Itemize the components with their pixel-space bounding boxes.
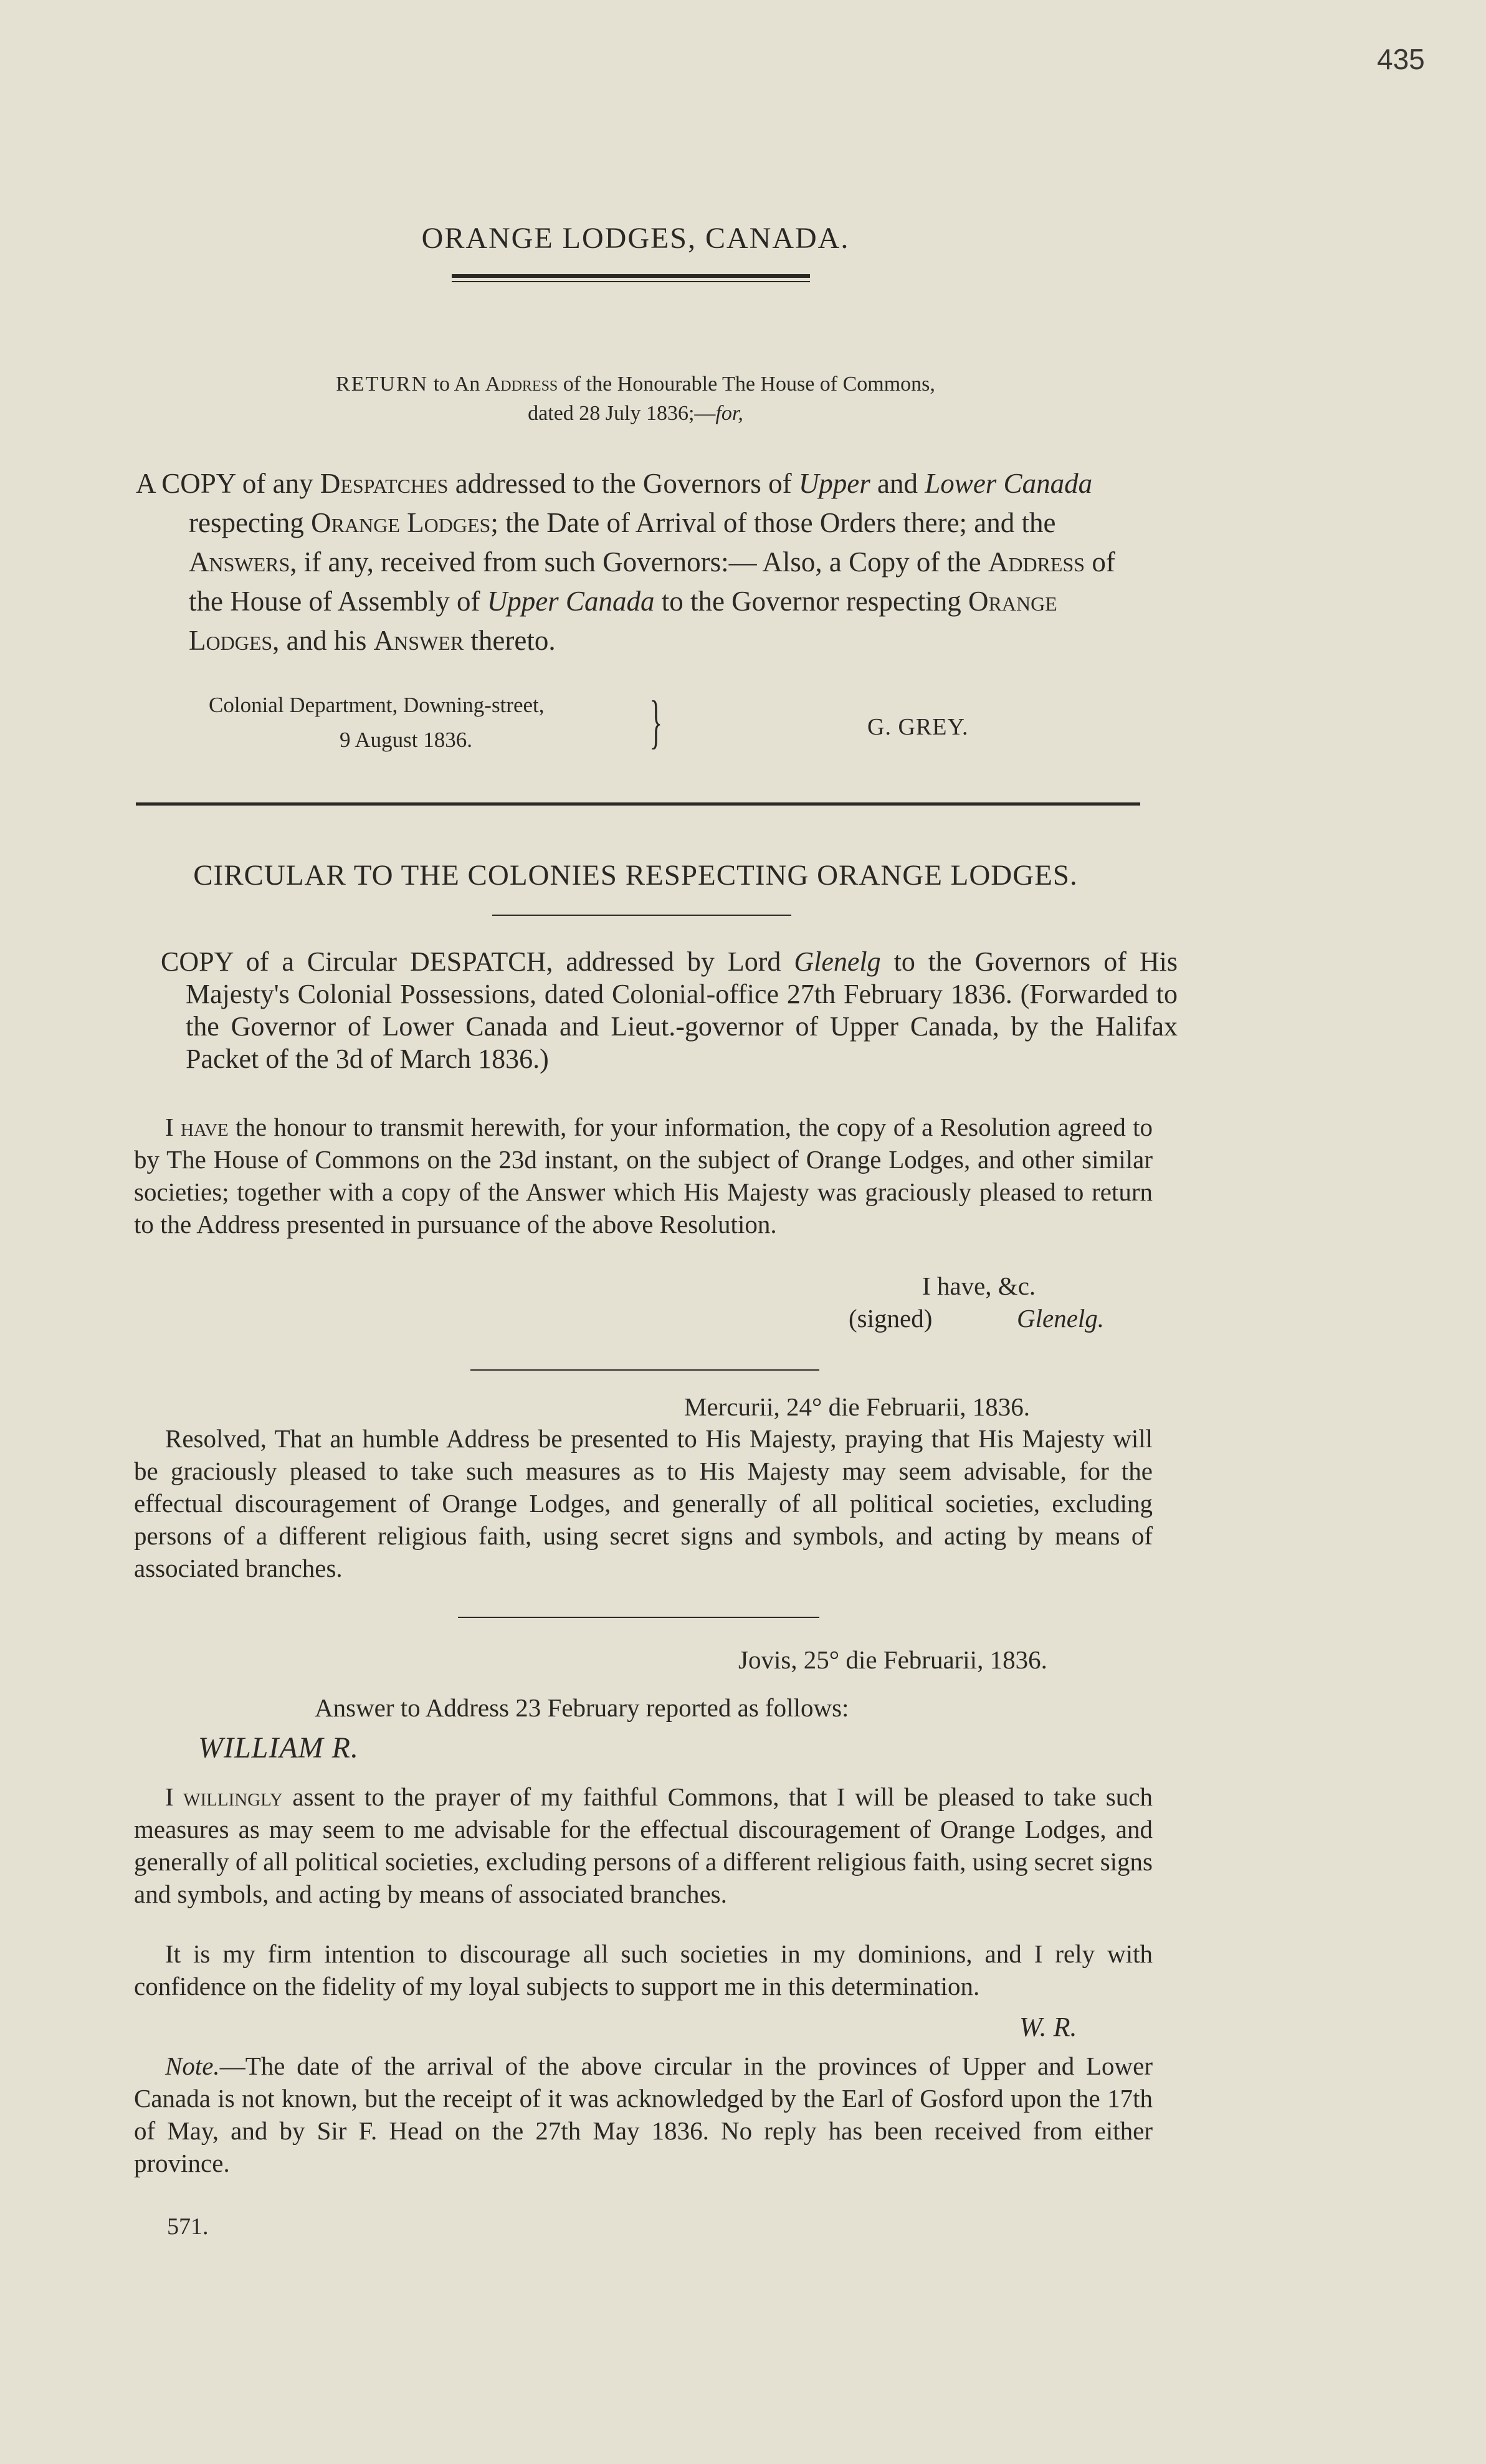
- note-text: —The date of the arrival of the above circular in the provinces of Upper and Lower Canada is not known, but the receipt of it was acknowledged by the Earl of Gosford upon the 17th of May, and by Sir F. Head on the 27th May 1836. No reply has been received from either province.: [134, 2052, 1153, 2177]
- dept-brace: }: [649, 688, 663, 754]
- return-text: to An: [428, 373, 485, 396]
- dept-line1: Colonial Department, Downing-street,: [209, 693, 545, 717]
- request-text: thereto.: [464, 625, 556, 656]
- request-smallcaps: Despatches: [320, 468, 449, 499]
- request-text: ; the Date of Arrival of those Orders there; and the: [490, 507, 1056, 538]
- circular-heading: CIRCULAR TO THE COLONIES RESPECTING ORANGE LODGES.: [193, 859, 1078, 892]
- answer-text: assent to the prayer of my faithful Commons, that I will be pleased to take such measures as may seem to me advisable for the effectual discouragement of Orange Lodges, and generally of all political societies, excluding persons of a different religious faith, using secret signs and symbols, and acting by means of associated branches.: [134, 1782, 1153, 1908]
- intro-italic: Glenelg: [794, 946, 881, 977]
- request-smallcaps: Orange Lodges: [311, 507, 491, 538]
- circular-heading-rule: [492, 915, 791, 916]
- return-text: of the Honourable The House of Commons,: [558, 373, 935, 396]
- despatch-divider: [470, 1369, 819, 1371]
- signer-name: G. GREY.: [867, 714, 969, 740]
- despatch-close-signed: (signed): [849, 1304, 933, 1333]
- document-title: ORANGE LODGES, CANADA.: [421, 222, 850, 255]
- despatch-close-line1: I have, &c.: [922, 1272, 1036, 1300]
- request-text: addressed to the Governors of: [448, 468, 799, 499]
- request-text: A COPY of any: [136, 468, 320, 499]
- resolution-text: Resolved, That an humble Address be presented to His Majesty, praying that His Majesty will be graciously pleased to take such measures as to His Majesty may seem advisable, for the effectual discouragement of Orange Lodges, and generally of all political societies, excluding persons of a different religious faith, using secret signs and symbols, and acting by means of associated branches.: [134, 1424, 1153, 1582]
- king-signature: WILLIAM R.: [198, 1731, 359, 1764]
- request-text: to the Governor respecting: [654, 586, 969, 617]
- answer-text: I: [165, 1782, 184, 1811]
- return-for: for,: [715, 402, 743, 425]
- return-heading-line2: [0, 402, 1271, 426]
- answer-signature: W. R.: [1019, 2012, 1077, 2042]
- request-text: and: [870, 468, 925, 499]
- answer-smallcaps: willingly: [183, 1782, 283, 1811]
- dept-line2: 9 August 1836.: [340, 728, 472, 752]
- intro-text: COPY of a Circular DESPATCH, addressed by Lord: [161, 946, 794, 977]
- body-text: the honour to transmit herewith, for your information, the copy of a Resolution agreed to by The House of Commons on the 23d instant, on the subject of Orange Lodges, and other similar societies; together with a copy of the Answer which His Majesty was graciously pleased to return to the Address presented in pursuance of the above Resolution.: [134, 1113, 1153, 1239]
- body-text: I: [165, 1113, 181, 1141]
- return-heading-line1: [0, 373, 1271, 396]
- resolution-divider: [458, 1617, 819, 1618]
- despatch-body: [134, 1111, 1153, 1240]
- request-paragraph: [136, 464, 1139, 660]
- return-date: dated 28 July 1836;—: [528, 402, 716, 425]
- page-number: 435: [1377, 43, 1425, 75]
- note-label: Note.: [165, 2052, 220, 2080]
- body-smallcaps: have: [180, 1113, 229, 1141]
- request-smallcaps: Orange Lodges: [189, 586, 1057, 656]
- request-italic: Upper Canada: [487, 586, 655, 617]
- request-smallcaps: Answers: [189, 546, 290, 578]
- title-rule-thin: [452, 281, 810, 282]
- request-italic: Upper: [798, 468, 870, 499]
- return-word: RETURN: [336, 373, 429, 396]
- request-smallcaps: Address: [988, 546, 1085, 578]
- answer-reported: Answer to Address 23 February reported as follows:: [315, 1693, 849, 1722]
- request-text: , and his: [272, 625, 374, 656]
- footer-number: 571.: [167, 2214, 209, 2240]
- despatch-close-name: Glenelg.: [1017, 1304, 1105, 1333]
- despatch-intro: [161, 946, 1178, 1075]
- request-text: , if any, received from such Governors:— Also, a Copy of the: [290, 546, 988, 578]
- request-text: of the House of Assembly of: [189, 546, 1115, 617]
- request-smallcaps: Answer: [373, 625, 464, 656]
- request-italic: Lower Canada: [925, 468, 1093, 499]
- note-paragraph: [134, 2050, 1153, 2179]
- title-rule-thick: [452, 274, 810, 278]
- intro-text: to the Governors of His Majesty's Colonial Possessions, dated Colonial-office 27th February 1836. (Forwarded to the Governor of Lower Canada and Lieut.-governor of Upper Canada, by the Halifax Packet of the 3d of March 1836.): [186, 946, 1178, 1074]
- answer-paragraph-2: It is my firm intention to discourage all such societies in my dominions, and I rely with confidence on the fidelity of my loyal subjects to support me in this determination.: [134, 1939, 1153, 2000]
- section-divider: [136, 802, 1140, 806]
- address-word: Address: [485, 373, 558, 396]
- resolution-date: Mercurii, 24° die Februarii, 1836.: [684, 1392, 1030, 1421]
- request-text: respecting: [189, 507, 312, 538]
- answer-date: Jovis, 25° die Februarii, 1836.: [738, 1645, 1047, 1674]
- answer-paragraph-1: [134, 1781, 1153, 1910]
